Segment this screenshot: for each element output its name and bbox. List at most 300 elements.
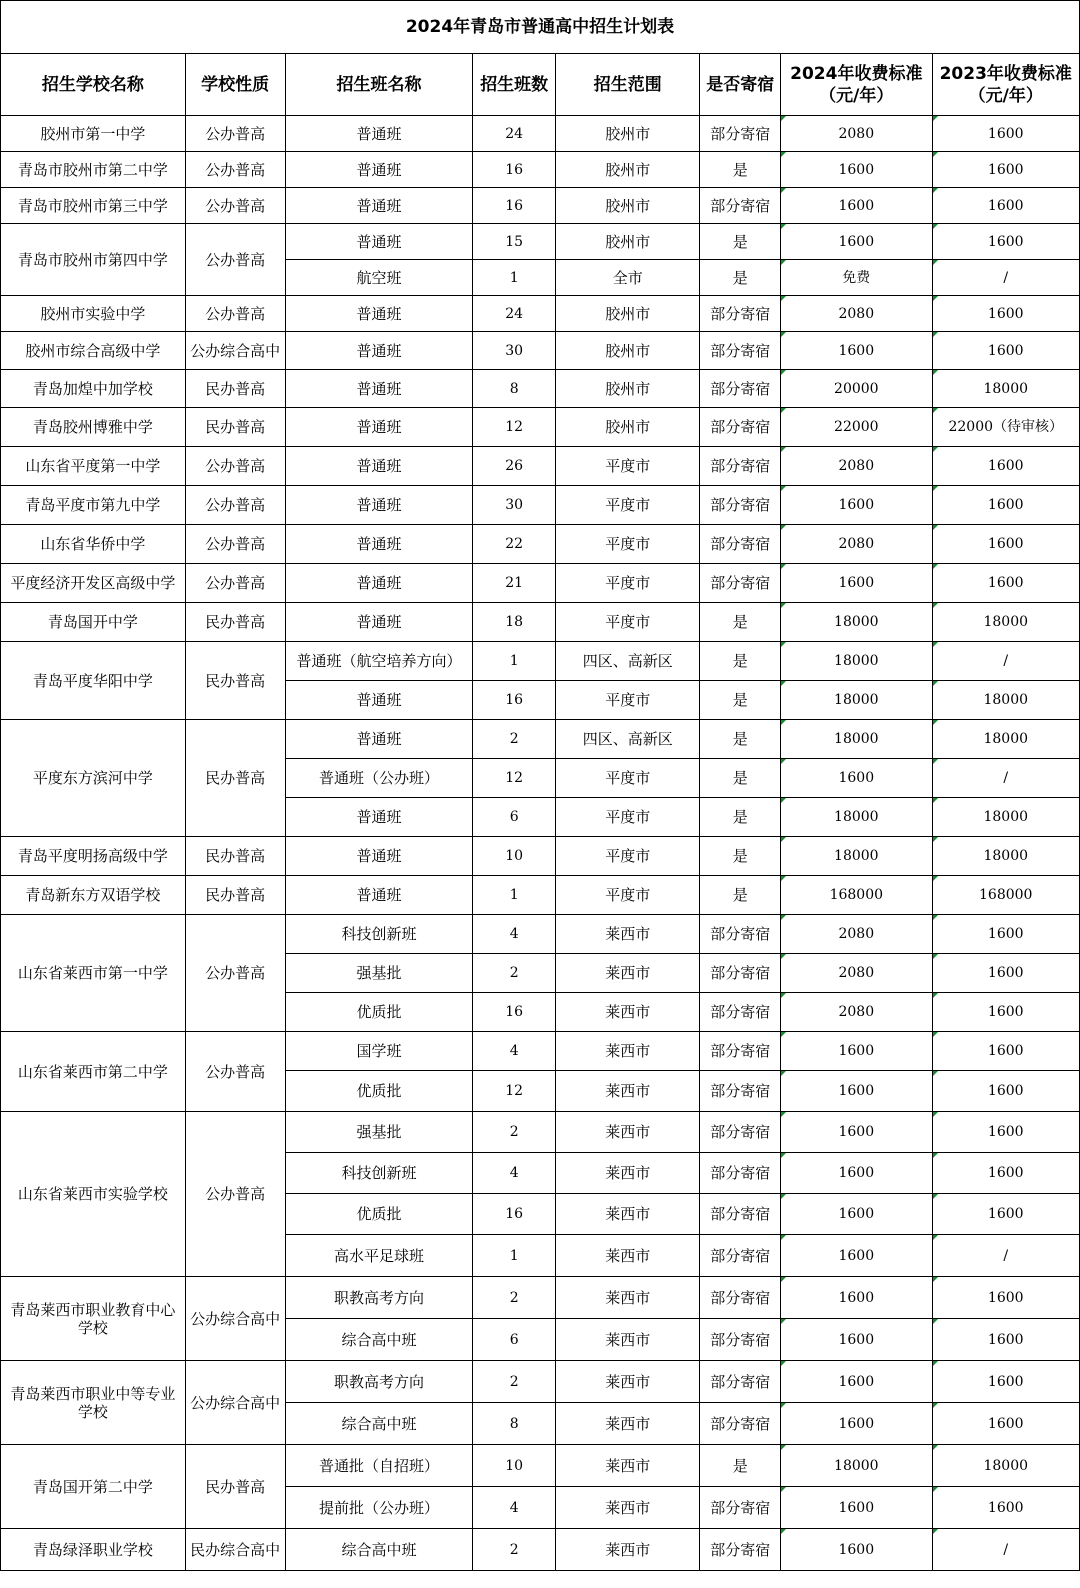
- class-count-cell: 4: [473, 915, 556, 954]
- scope-cell: 胶州市: [556, 152, 700, 188]
- boarding-cell: 部分寄宿: [700, 1403, 781, 1445]
- boarding-cell: 部分寄宿: [700, 1361, 781, 1403]
- class-count-cell: 16: [473, 1194, 556, 1235]
- fee-2023-cell: 1600: [932, 152, 1080, 188]
- school-type-cell: 公办普高: [185, 1112, 285, 1277]
- class-count-cell: 16: [473, 993, 556, 1032]
- table-row: [1, 296, 1080, 332]
- boarding-cell: 部分寄宿: [700, 954, 781, 993]
- scope-cell: 平度市: [556, 798, 700, 837]
- school-type-cell: 公办普高: [185, 564, 285, 603]
- boarding-cell: 部分寄宿: [700, 116, 781, 152]
- class-name-cell: 普通班: [285, 486, 473, 525]
- boarding-cell: 部分寄宿: [700, 564, 781, 603]
- boarding-cell: 部分寄宿: [700, 1487, 781, 1529]
- class-name-cell: 综合高中班: [285, 1529, 473, 1571]
- school-type-cell: 公办综合高中: [185, 332, 285, 370]
- school-type-cell: 公办普高: [185, 525, 285, 564]
- scope-cell: 莱西市: [556, 1112, 700, 1153]
- header-school-name: 招生学校名称: [1, 54, 186, 116]
- table-row: [1, 1277, 1080, 1319]
- fee-2024-cell: 1600: [781, 1361, 932, 1403]
- table-row: [1, 876, 1080, 915]
- fee-2023-cell: 1600: [932, 188, 1080, 224]
- boarding-cell: 部分寄宿: [700, 993, 781, 1032]
- fee-2024-cell: 2080: [781, 993, 932, 1032]
- table-row: [1, 720, 1080, 759]
- scope-cell: 莱西市: [556, 1403, 700, 1445]
- fee-2024-cell: 18000: [781, 798, 932, 837]
- header-scope: 招生范围: [556, 54, 700, 116]
- class-name-cell: 科技创新班: [285, 1153, 473, 1194]
- fee-2023-cell: 1600: [932, 332, 1080, 370]
- school-type-cell: 公办普高: [185, 486, 285, 525]
- boarding-cell: 是: [700, 681, 781, 720]
- scope-cell: 胶州市: [556, 296, 700, 332]
- table-row: [1, 332, 1080, 370]
- fee-2024-cell: 1600: [781, 1487, 932, 1529]
- school-type-cell: 民办普高: [185, 837, 285, 876]
- class-name-cell: 普通班: [285, 332, 473, 370]
- class-name-cell: 普通班: [285, 370, 473, 408]
- class-count-cell: 2: [473, 720, 556, 759]
- class-count-cell: 10: [473, 837, 556, 876]
- class-name-cell: 普通班: [285, 564, 473, 603]
- boarding-cell: 是: [700, 1445, 781, 1487]
- class-name-cell: 航空班: [285, 260, 473, 296]
- fee-2024-cell: 20000: [781, 370, 932, 408]
- class-name-cell: 普通班: [285, 837, 473, 876]
- scope-cell: 平度市: [556, 603, 700, 642]
- school-type-cell: 公办普高: [185, 116, 285, 152]
- fee-2023-cell: 1600: [932, 525, 1080, 564]
- school-name-cell: 平度经济开发区高级中学: [1, 564, 186, 603]
- scope-cell: 四区、高新区: [556, 720, 700, 759]
- scope-cell: 平度市: [556, 876, 700, 915]
- header-row: [1, 54, 1080, 116]
- class-count-cell: 12: [473, 1071, 556, 1112]
- fee-2024-cell: 18000: [781, 720, 932, 759]
- boarding-cell: 是: [700, 837, 781, 876]
- fee-2024-cell: 1600: [781, 332, 932, 370]
- fee-2023-cell: 18000: [932, 720, 1080, 759]
- class-count-cell: 24: [473, 116, 556, 152]
- boarding-cell: 是: [700, 720, 781, 759]
- school-name-cell: 青岛胶州博雅中学: [1, 408, 186, 447]
- class-count-cell: 8: [473, 1403, 556, 1445]
- class-count-cell: 4: [473, 1032, 556, 1071]
- fee-2023-cell: 168000: [932, 876, 1080, 915]
- scope-cell: 莱西市: [556, 1032, 700, 1071]
- table-row: [1, 564, 1080, 603]
- school-name-cell: 胶州市实验中学: [1, 296, 186, 332]
- school-type-cell: 民办普高: [185, 876, 285, 915]
- scope-cell: 莱西市: [556, 1235, 700, 1277]
- class-name-cell: 普通班（公办班）: [285, 759, 473, 798]
- class-name-cell: 普通班: [285, 408, 473, 447]
- header-fee-2023: 2023年收费标准（元/年）: [932, 54, 1080, 116]
- class-count-cell: 4: [473, 1487, 556, 1529]
- school-name-cell: 青岛市胶州市第四中学: [1, 224, 186, 296]
- fee-2024-cell: 2080: [781, 525, 932, 564]
- table-row: [1, 408, 1080, 447]
- boarding-cell: 部分寄宿: [700, 188, 781, 224]
- boarding-cell: 部分寄宿: [700, 1235, 781, 1277]
- fee-2024-cell: 18000: [781, 642, 932, 681]
- fee-2024-cell: 2080: [781, 915, 932, 954]
- school-type-cell: 公办普高: [185, 915, 285, 1032]
- boarding-cell: 是: [700, 798, 781, 837]
- fee-2023-cell: 18000: [932, 798, 1080, 837]
- scope-cell: 胶州市: [556, 224, 700, 260]
- class-name-cell: 科技创新班: [285, 915, 473, 954]
- scope-cell: 莱西市: [556, 1529, 700, 1571]
- school-type-cell: 公办普高: [185, 188, 285, 224]
- class-name-cell: 强基批: [285, 954, 473, 993]
- fee-2024-cell: 1600: [781, 1319, 932, 1361]
- fee-2024-cell: 1600: [781, 1032, 932, 1071]
- class-name-cell: 普通批（自招班）: [285, 1445, 473, 1487]
- class-name-cell: 优质批: [285, 1071, 473, 1112]
- fee-2024-cell: 18000: [781, 681, 932, 720]
- fee-2023-cell: 1600: [932, 1277, 1080, 1319]
- class-count-cell: 1: [473, 1235, 556, 1277]
- scope-cell: 莱西市: [556, 1361, 700, 1403]
- boarding-cell: 是: [700, 603, 781, 642]
- class-name-cell: 普通班: [285, 152, 473, 188]
- scope-cell: 莱西市: [556, 1487, 700, 1529]
- class-name-cell: 普通班: [285, 224, 473, 260]
- class-count-cell: 8: [473, 370, 556, 408]
- fee-2023-cell: 1600: [932, 1071, 1080, 1112]
- class-name-cell: 普通班: [285, 188, 473, 224]
- page-title: 2024年青岛市普通高中招生计划表: [1, 1, 1080, 54]
- fee-2024-cell: 1600: [781, 759, 932, 798]
- fee-2023-cell: 1600: [932, 564, 1080, 603]
- scope-cell: 胶州市: [556, 332, 700, 370]
- boarding-cell: 部分寄宿: [700, 1112, 781, 1153]
- boarding-cell: 是: [700, 759, 781, 798]
- school-name-cell: 胶州市综合高级中学: [1, 332, 186, 370]
- fee-2023-cell: 1600: [932, 486, 1080, 525]
- school-name-cell: 青岛国开第二中学: [1, 1445, 186, 1529]
- school-type-cell: 民办普高: [185, 603, 285, 642]
- boarding-cell: 是: [700, 260, 781, 296]
- fee-2023-cell: 1600: [932, 1153, 1080, 1194]
- table-row: [1, 1112, 1080, 1153]
- class-count-cell: 1: [473, 876, 556, 915]
- boarding-cell: 部分寄宿: [700, 1319, 781, 1361]
- school-type-cell: 公办普高: [185, 296, 285, 332]
- class-count-cell: 6: [473, 1319, 556, 1361]
- class-name-cell: 国学班: [285, 1032, 473, 1071]
- header-fee-2024: 2024年收费标准（元/年）: [781, 54, 932, 116]
- fee-2024-cell: 1600: [781, 564, 932, 603]
- boarding-cell: 部分寄宿: [700, 370, 781, 408]
- class-name-cell: 提前批（公办班）: [285, 1487, 473, 1529]
- boarding-cell: 部分寄宿: [700, 332, 781, 370]
- class-name-cell: 普通班: [285, 720, 473, 759]
- class-name-cell: 综合高中班: [285, 1403, 473, 1445]
- header-class-name: 招生班名称: [285, 54, 473, 116]
- table-row: [1, 837, 1080, 876]
- fee-2023-cell: 18000: [932, 603, 1080, 642]
- table-row: [1, 1361, 1080, 1403]
- scope-cell: 莱西市: [556, 1153, 700, 1194]
- table-row: [1, 370, 1080, 408]
- class-count-cell: 30: [473, 332, 556, 370]
- class-name-cell: 普通班: [285, 447, 473, 486]
- fee-2023-cell: 18000: [932, 370, 1080, 408]
- fee-2023-cell: 18000: [932, 681, 1080, 720]
- class-count-cell: 15: [473, 224, 556, 260]
- class-count-cell: 12: [473, 759, 556, 798]
- school-type-cell: 民办综合高中: [185, 1529, 285, 1571]
- school-name-cell: 青岛新东方双语学校: [1, 876, 186, 915]
- fee-2024-cell: 1600: [781, 1235, 932, 1277]
- scope-cell: 全市: [556, 260, 700, 296]
- fee-2024-cell: 18000: [781, 1445, 932, 1487]
- boarding-cell: 部分寄宿: [700, 486, 781, 525]
- fee-2024-cell: 2080: [781, 116, 932, 152]
- scope-cell: 莱西市: [556, 1445, 700, 1487]
- class-count-cell: 16: [473, 188, 556, 224]
- fee-2024-cell: 1600: [781, 1112, 932, 1153]
- class-count-cell: 2: [473, 1361, 556, 1403]
- school-type-cell: 公办普高: [185, 224, 285, 296]
- fee-2023-cell: 1600: [932, 1361, 1080, 1403]
- class-name-cell: 普通班: [285, 681, 473, 720]
- fee-2024-cell: 2080: [781, 954, 932, 993]
- scope-cell: 莱西市: [556, 993, 700, 1032]
- school-name-cell: 山东省华侨中学: [1, 525, 186, 564]
- class-name-cell: 综合高中班: [285, 1319, 473, 1361]
- scope-cell: 胶州市: [556, 408, 700, 447]
- class-count-cell: 26: [473, 447, 556, 486]
- scope-cell: 平度市: [556, 525, 700, 564]
- fee-2023-cell: 1600: [932, 1112, 1080, 1153]
- fee-2023-cell: /: [932, 260, 1080, 296]
- fee-2023-cell: /: [932, 1529, 1080, 1571]
- class-name-cell: 普通班: [285, 798, 473, 837]
- fee-2023-cell: 1600: [932, 447, 1080, 486]
- school-name-cell: 山东省莱西市第二中学: [1, 1032, 186, 1112]
- school-name-cell: 青岛莱西市职业教育中心学校: [1, 1277, 186, 1361]
- school-type-cell: 公办普高: [185, 1032, 285, 1112]
- school-type-cell: 公办综合高中: [185, 1277, 285, 1361]
- header-class-count: 招生班数: [473, 54, 556, 116]
- fee-2023-cell: 1600: [932, 1319, 1080, 1361]
- table-row: [1, 915, 1080, 954]
- fee-2023-cell: 1600: [932, 116, 1080, 152]
- school-name-cell: 胶州市第一中学: [1, 116, 186, 152]
- table-row: [1, 152, 1080, 188]
- fee-2023-cell: 1600: [932, 954, 1080, 993]
- fee-2024-cell: 1600: [781, 1194, 932, 1235]
- class-count-cell: 1: [473, 260, 556, 296]
- header-school-type: 学校性质: [185, 54, 285, 116]
- fee-2023-cell: 18000: [932, 837, 1080, 876]
- class-count-cell: 6: [473, 798, 556, 837]
- class-name-cell: 普通班: [285, 876, 473, 915]
- school-name-cell: 青岛莱西市职业中等专业学校: [1, 1361, 186, 1445]
- fee-2023-cell: /: [932, 642, 1080, 681]
- school-type-cell: 公办综合高中: [185, 1361, 285, 1445]
- boarding-cell: 部分寄宿: [700, 1277, 781, 1319]
- table-row: [1, 1032, 1080, 1071]
- table-row: [1, 603, 1080, 642]
- fee-2024-cell: 18000: [781, 837, 932, 876]
- school-name-cell: 青岛国开中学: [1, 603, 186, 642]
- school-type-cell: 民办普高: [185, 720, 285, 837]
- table-row: [1, 116, 1080, 152]
- fee-2024-cell: 1600: [781, 1153, 932, 1194]
- header-boarding: 是否寄宿: [700, 54, 781, 116]
- school-name-cell: 青岛加煌中加学校: [1, 370, 186, 408]
- school-type-cell: 民办普高: [185, 1445, 285, 1529]
- fee-2024-cell: 1600: [781, 224, 932, 260]
- school-name-cell: 青岛市胶州市第三中学: [1, 188, 186, 224]
- table-row: [1, 525, 1080, 564]
- school-type-cell: 民办普高: [185, 370, 285, 408]
- boarding-cell: 部分寄宿: [700, 1071, 781, 1112]
- table-row: [1, 642, 1080, 681]
- boarding-cell: 部分寄宿: [700, 1194, 781, 1235]
- fee-2024-cell: 18000: [781, 603, 932, 642]
- class-name-cell: 职教高考方向: [285, 1361, 473, 1403]
- fee-2023-cell: 18000: [932, 1445, 1080, 1487]
- scope-cell: 胶州市: [556, 370, 700, 408]
- class-count-cell: 2: [473, 1277, 556, 1319]
- school-type-cell: 公办普高: [185, 447, 285, 486]
- fee-2024-cell: 2080: [781, 296, 932, 332]
- boarding-cell: 部分寄宿: [700, 447, 781, 486]
- fee-2023-cell: 1600: [932, 1032, 1080, 1071]
- class-count-cell: 30: [473, 486, 556, 525]
- boarding-cell: 是: [700, 876, 781, 915]
- boarding-cell: 部分寄宿: [700, 1032, 781, 1071]
- table-row: [1, 1529, 1080, 1571]
- fee-2024-cell: 1600: [781, 152, 932, 188]
- scope-cell: 平度市: [556, 564, 700, 603]
- school-name-cell: 山东省莱西市实验学校: [1, 1112, 186, 1277]
- scope-cell: 胶州市: [556, 188, 700, 224]
- scope-cell: 四区、高新区: [556, 642, 700, 681]
- boarding-cell: 部分寄宿: [700, 1153, 781, 1194]
- school-type-cell: 公办普高: [185, 152, 285, 188]
- fee-2023-cell: 1600: [932, 1403, 1080, 1445]
- fee-2024-cell: 1600: [781, 1277, 932, 1319]
- fee-2024-cell: 168000: [781, 876, 932, 915]
- class-count-cell: 16: [473, 152, 556, 188]
- school-name-cell: 青岛绿泽职业学校: [1, 1529, 186, 1571]
- class-count-cell: 2: [473, 954, 556, 993]
- fee-2023-cell: 1600: [932, 224, 1080, 260]
- class-count-cell: 2: [473, 1529, 556, 1571]
- scope-cell: 莱西市: [556, 1319, 700, 1361]
- scope-cell: 平度市: [556, 759, 700, 798]
- school-name-cell: 青岛平度市第九中学: [1, 486, 186, 525]
- class-count-cell: 24: [473, 296, 556, 332]
- class-name-cell: 高水平足球班: [285, 1235, 473, 1277]
- fee-2023-cell: 1600: [932, 1487, 1080, 1529]
- boarding-cell: 部分寄宿: [700, 915, 781, 954]
- scope-cell: 莱西市: [556, 1277, 700, 1319]
- class-name-cell: 普通班: [285, 116, 473, 152]
- fee-2023-cell: /: [932, 1235, 1080, 1277]
- fee-2023-cell: 1600: [932, 915, 1080, 954]
- fee-2024-cell: 1600: [781, 1071, 932, 1112]
- class-name-cell: 职教高考方向: [285, 1277, 473, 1319]
- table-row: [1, 188, 1080, 224]
- scope-cell: 莱西市: [556, 954, 700, 993]
- scope-cell: 平度市: [556, 486, 700, 525]
- scope-cell: 莱西市: [556, 915, 700, 954]
- boarding-cell: 部分寄宿: [700, 525, 781, 564]
- fee-2024-cell: 1600: [781, 1403, 932, 1445]
- boarding-cell: 部分寄宿: [700, 1529, 781, 1571]
- table-body: [1, 116, 1080, 1571]
- boarding-cell: 部分寄宿: [700, 296, 781, 332]
- class-count-cell: 22: [473, 525, 556, 564]
- fee-2024-cell: 1600: [781, 188, 932, 224]
- fee-2023-cell: 1600: [932, 993, 1080, 1032]
- scope-cell: 莱西市: [556, 1071, 700, 1112]
- class-count-cell: 12: [473, 408, 556, 447]
- class-name-cell: 优质批: [285, 993, 473, 1032]
- fee-2024-cell: 免费: [781, 260, 932, 296]
- table-row: [1, 1445, 1080, 1487]
- class-name-cell: 普通班: [285, 525, 473, 564]
- fee-2024-cell: 1600: [781, 1529, 932, 1571]
- class-count-cell: 18: [473, 603, 556, 642]
- school-name-cell: 青岛平度华阳中学: [1, 642, 186, 720]
- table-row: [1, 447, 1080, 486]
- boarding-cell: 是: [700, 642, 781, 681]
- class-name-cell: 普通班: [285, 603, 473, 642]
- class-count-cell: 4: [473, 1153, 556, 1194]
- school-name-cell: 平度东方滨河中学: [1, 720, 186, 837]
- school-type-cell: 民办普高: [185, 408, 285, 447]
- class-count-cell: 21: [473, 564, 556, 603]
- scope-cell: 平度市: [556, 447, 700, 486]
- school-name-cell: 青岛市胶州市第二中学: [1, 152, 186, 188]
- scope-cell: 胶州市: [556, 116, 700, 152]
- class-name-cell: 优质批: [285, 1194, 473, 1235]
- class-count-cell: 2: [473, 1112, 556, 1153]
- school-name-cell: 山东省莱西市第一中学: [1, 915, 186, 1032]
- table-row: [1, 224, 1080, 260]
- scope-cell: 平度市: [556, 837, 700, 876]
- boarding-cell: 是: [700, 224, 781, 260]
- school-name-cell: 青岛平度明扬高级中学: [1, 837, 186, 876]
- fee-2024-cell: 22000: [781, 408, 932, 447]
- school-type-cell: 民办普高: [185, 642, 285, 720]
- fee-2024-cell: 2080: [781, 447, 932, 486]
- class-count-cell: 16: [473, 681, 556, 720]
- class-count-cell: 1: [473, 642, 556, 681]
- boarding-cell: 部分寄宿: [700, 408, 781, 447]
- school-name-cell: 山东省平度第一中学: [1, 447, 186, 486]
- fee-2023-cell: 1600: [932, 296, 1080, 332]
- table-row: [1, 486, 1080, 525]
- fee-2023-cell: 1600: [932, 1194, 1080, 1235]
- fee-2023-cell: 22000（待审核）: [932, 408, 1080, 447]
- boarding-cell: 是: [700, 152, 781, 188]
- scope-cell: 平度市: [556, 681, 700, 720]
- class-count-cell: 10: [473, 1445, 556, 1487]
- fee-2024-cell: 1600: [781, 486, 932, 525]
